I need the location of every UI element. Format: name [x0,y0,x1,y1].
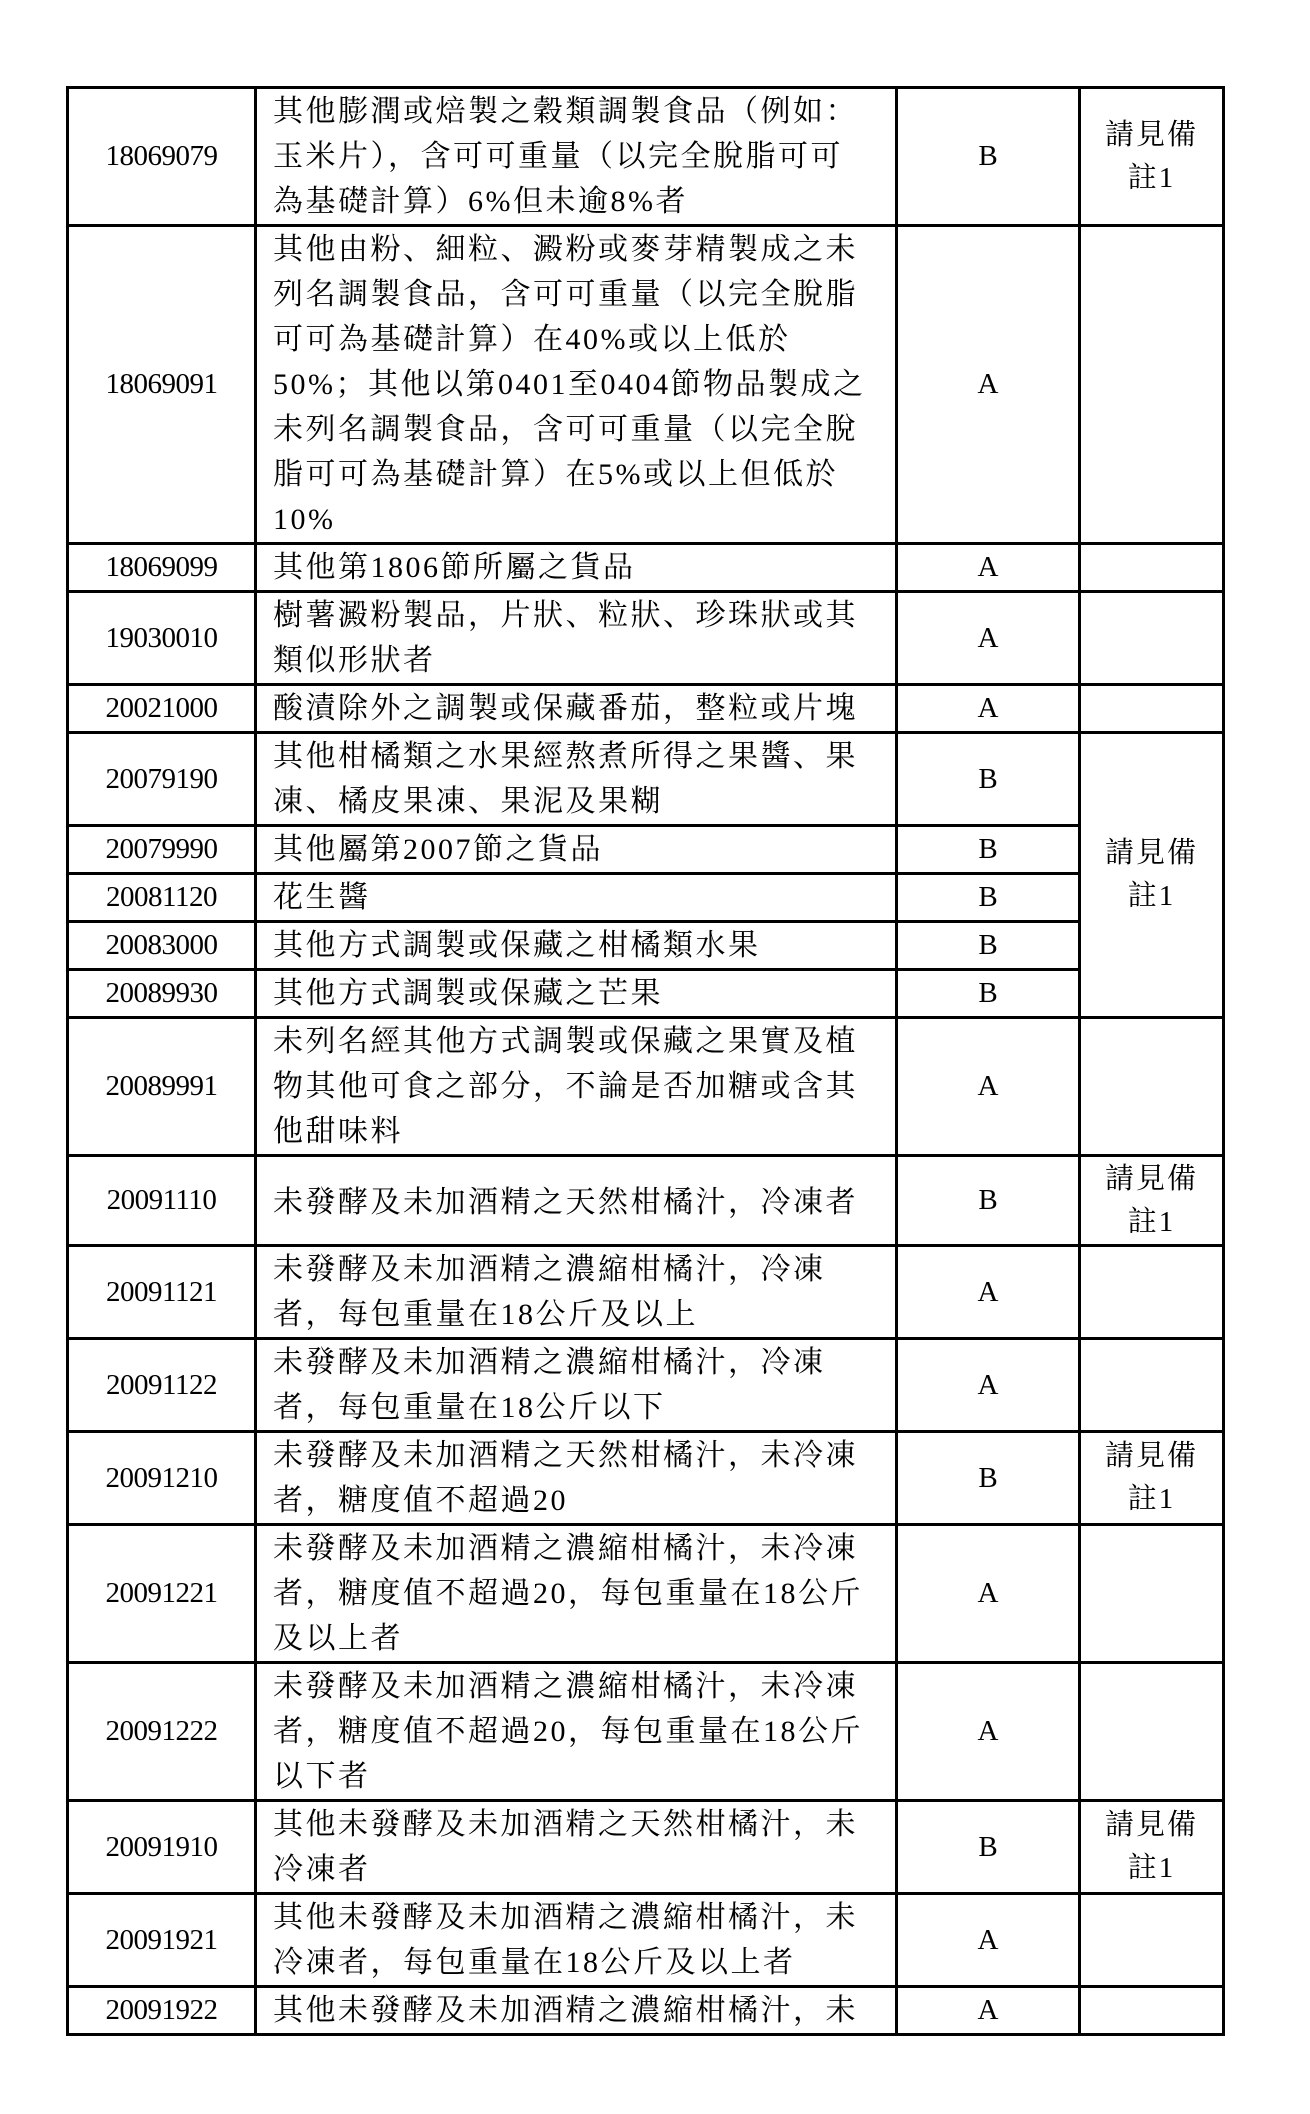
description-line: 未發酵及未加酒精之濃縮柑橘汁，冷凍 [273,1253,826,1286]
category-cell: B [897,88,1080,226]
description-line: 其他由粉、細粒、澱粉或麥芽精製成之未 [273,233,858,266]
category-cell: A [897,226,1080,544]
description-cell [256,226,897,544]
remark-cell [1080,733,1224,1018]
tariff-code-cell: 18069079 [68,88,256,226]
description-line: 其他方式調製或保藏之柑橘類水果 [273,929,761,962]
tariff-code-cell: 20091922 [68,1987,256,2035]
remark-cell [1080,1663,1224,1801]
table-row [68,1894,1224,1987]
remark-line: 註1 [1127,880,1176,912]
description-line: 其他未發酵及未加酒精之濃縮柑橘汁，未 [273,1901,858,1934]
remark-cell [1080,1018,1224,1156]
description-cell [256,1339,897,1432]
table-row [68,1339,1224,1432]
description-cell [256,1246,897,1339]
description-line: 未發酵及未加酒精之天然柑橘汁，冷凍者 [273,1186,858,1219]
tariff-code-cell: 20079190 [68,733,256,826]
description-line: 物其他可食之部分，不論是否加糖或含其 [273,1070,858,1103]
table-row [68,544,1224,592]
table-row [68,1018,1224,1156]
description-line: 及以上者 [273,1622,403,1655]
remark-cell [1080,1339,1224,1432]
tariff-code-cell: 20089991 [68,1018,256,1156]
description-cell [256,970,897,1018]
description-line: 未發酵及未加酒精之濃縮柑橘汁，冷凍 [273,1346,826,1379]
remark-line: 註1 [1127,1483,1176,1515]
tariff-code-cell: 20091910 [68,1801,256,1894]
table-row [68,592,1224,685]
tariff-code-cell: 18069099 [68,544,256,592]
category-cell: A [897,1246,1080,1339]
description-line: 未發酵及未加酒精之濃縮柑橘汁，未冷凍 [273,1532,858,1565]
table-row [68,88,1224,226]
description-line: 50%；其他以第0401至0404節物品製成之 [273,368,866,401]
remark-cell [1080,1156,1224,1246]
remark-cell [1080,685,1224,733]
tariff-code-cell: 20091110 [68,1156,256,1246]
description-line: 其他未發酵及未加酒精之濃縮柑橘汁，未 [273,1994,858,2027]
description-line: 其他柑橘類之水果經熬煮所得之果醬、果 [273,740,858,773]
description-cell [256,733,897,826]
remark-line: 請見備 [1104,1809,1198,1841]
table-row [68,1432,1224,1525]
description-line: 未發酵及未加酒精之天然柑橘汁，未冷凍 [273,1439,858,1472]
tariff-code-cell: 20079990 [68,826,256,874]
tariff-code-cell: 20091921 [68,1894,256,1987]
description-line: 冷凍者，每包重量在18公斤及以上者 [273,1946,796,1979]
description-line: 未發酵及未加酒精之濃縮柑橘汁，未冷凍 [273,1670,858,1703]
table-row [68,1525,1224,1663]
description-line: 玉米片），含可可重量（以完全脫脂可可 [273,140,843,173]
tariff-code-cell: 20091221 [68,1525,256,1663]
description-line: 未列名經其他方式調製或保藏之果實及植 [273,1025,858,1058]
category-cell: A [897,685,1080,733]
tariff-code-cell: 20021000 [68,685,256,733]
description-cell [256,1525,897,1663]
description-cell [256,922,897,970]
category-cell: B [897,922,1080,970]
remark-line: 註1 [1127,1852,1176,1884]
remark-cell [1080,1432,1224,1525]
table-row [68,826,1224,874]
description-line: 花生醬 [273,881,371,914]
description-cell [256,874,897,922]
tariff-code-cell: 20083000 [68,922,256,970]
remark-cell [1080,592,1224,685]
table-row [68,874,1224,922]
description-cell [256,1801,897,1894]
description-line: 者，糖度值不超過20 [273,1484,568,1517]
remark-line: 請見備 [1104,837,1198,869]
table-row [68,226,1224,544]
remark-cell [1080,1801,1224,1894]
remark-line: 請見備 [1104,1440,1198,1472]
tariff-code-cell: 20091210 [68,1432,256,1525]
tariff-table [66,86,1225,2036]
description-line: 其他第1806節所屬之貨品 [273,551,636,584]
description-line: 為基礎計算）6%但未逾8%者 [273,185,688,218]
tariff-code-cell: 20081120 [68,874,256,922]
description-line: 樹薯澱粉製品，片狀、粒狀、珍珠狀或其 [273,599,858,632]
remark-cell [1080,544,1224,592]
description-cell [256,1894,897,1987]
category-cell: B [897,970,1080,1018]
tariff-code-cell: 20089930 [68,970,256,1018]
description-cell [256,1432,897,1525]
description-line: 其他未發酵及未加酒精之天然柑橘汁，未 [273,1808,858,1841]
category-cell: B [897,1801,1080,1894]
table-row [68,1663,1224,1801]
description-cell [256,544,897,592]
table-row [68,1156,1224,1246]
tariff-code-cell: 18069091 [68,226,256,544]
description-line: 凍、橘皮果凍、果泥及果糊 [273,785,663,818]
description-line: 者，每包重量在18公斤及以上 [273,1298,698,1331]
category-cell: B [897,826,1080,874]
table-row [68,685,1224,733]
remark-cell [1080,1894,1224,1987]
description-cell [256,592,897,685]
remark-cell [1080,1525,1224,1663]
category-cell: A [897,1525,1080,1663]
category-cell: A [897,1018,1080,1156]
remark-line: 註1 [1127,1205,1176,1238]
description-line: 以下者 [273,1760,371,1793]
category-cell: A [897,1663,1080,1801]
description-line: 列名調製食品，含可可重量（以完全脫脂 [273,278,858,311]
category-cell: B [897,1432,1080,1525]
category-cell: B [897,1156,1080,1246]
remark-cell [1080,1987,1224,2035]
description-line: 者，每包重量在18公斤以下 [273,1391,666,1424]
description-line: 其他方式調製或保藏之芒果 [273,977,663,1010]
category-cell: B [897,874,1080,922]
description-cell [256,1987,897,2035]
tariff-code-cell: 19030010 [68,592,256,685]
category-cell: A [897,1987,1080,2035]
table-row [68,1987,1224,2035]
description-cell [256,1156,897,1246]
remark-line: 請見備 [1104,1162,1198,1195]
category-cell: A [897,544,1080,592]
description-line: 類似形狀者 [273,644,436,677]
remark-cell [1080,88,1224,226]
remark-cell [1080,226,1224,544]
tariff-code-cell: 20091121 [68,1246,256,1339]
table-row [68,1801,1224,1894]
description-line: 他甜味料 [273,1115,403,1148]
description-cell [256,1018,897,1156]
description-cell [256,826,897,874]
remark-line: 註1 [1127,161,1176,194]
tariff-table-body [68,88,1224,2035]
table-row [68,970,1224,1018]
tariff-code-cell: 20091122 [68,1339,256,1432]
category-cell: A [897,592,1080,685]
description-line: 未列名調製食品，含可可重量（以完全脫 [273,413,858,446]
category-cell: B [897,733,1080,826]
description-line: 者，糖度值不超過20，每包重量在18公斤 [273,1577,863,1610]
remark-line: 請見備 [1104,118,1198,151]
tariff-code-cell: 20091222 [68,1663,256,1801]
description-line: 其他膨潤或焙製之穀類調製食品（例如： [273,95,858,128]
description-line: 者，糖度值不超過20，每包重量在18公斤 [273,1715,863,1748]
table-row [68,1246,1224,1339]
description-cell [256,1663,897,1801]
description-cell [256,685,897,733]
description-line: 酸漬除外之調製或保藏番茄，整粒或片塊 [273,692,858,725]
description-cell [256,88,897,226]
category-cell: A [897,1894,1080,1987]
description-line: 10% [273,503,336,536]
description-line: 可可為基礎計算）在40%或以上低於 [273,323,791,356]
description-line: 脂可可為基礎計算）在5%或以上但低於 [273,458,838,491]
category-cell: A [897,1339,1080,1432]
table-row [68,922,1224,970]
description-line: 冷凍者 [273,1853,371,1886]
table-row [68,733,1224,826]
remark-cell [1080,1246,1224,1339]
description-line: 其他屬第2007節之貨品 [273,833,603,866]
